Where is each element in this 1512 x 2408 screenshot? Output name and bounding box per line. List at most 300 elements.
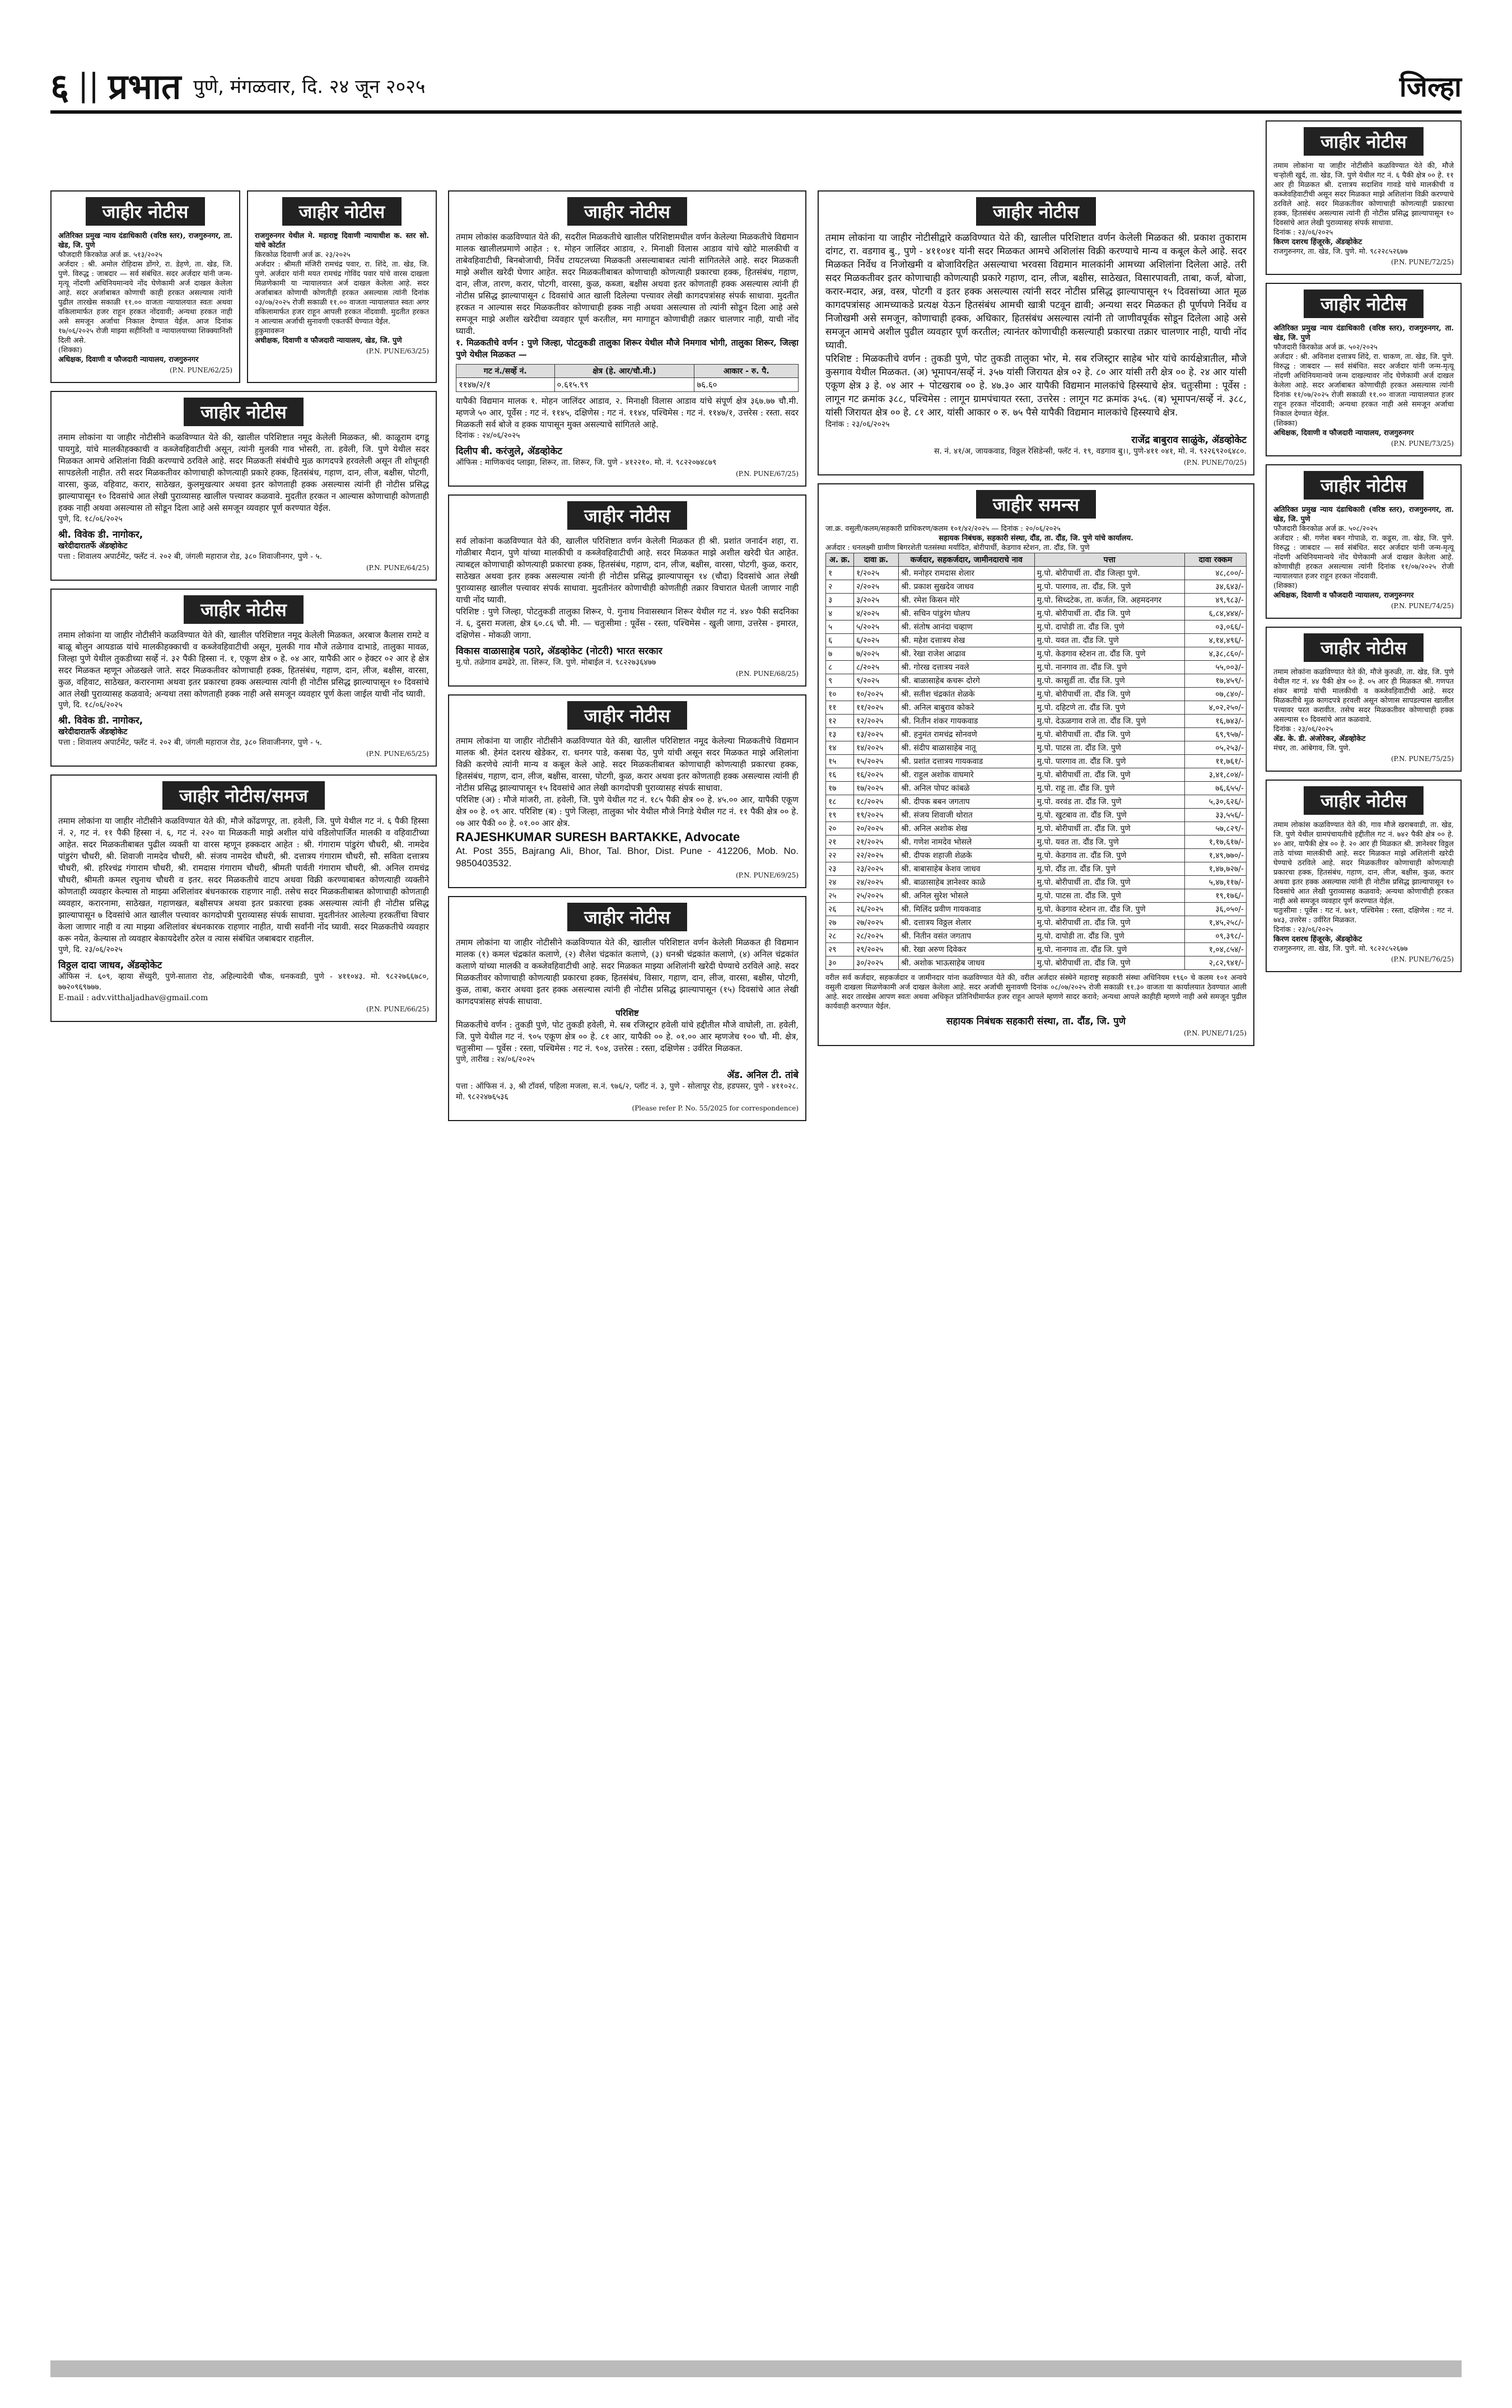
table-row bbox=[826, 956, 1247, 970]
reference-number: (P.N. PUNE/63/25) bbox=[366, 347, 429, 355]
table-cell: ५७,८२९/- bbox=[1185, 822, 1247, 836]
table-cell: ३४,६४३/- bbox=[1185, 580, 1247, 594]
applicant: अर्जदार : धनलक्ष्मी ग्रामीण बिगरशेती पतसंस्था मर्यादित, बोरीपार्धी, केडगाव स्टेशन, ता. दौंड, जि. पुणे bbox=[825, 544, 1090, 552]
address: ऑफिस : माणिकचंद प्लाझा, शिरूर, ता. शिरूर, जि. पुणे - ४१२२१०. मो. नं. ९८२२०७४८७९ bbox=[456, 458, 717, 467]
table-cell: १६ bbox=[826, 768, 854, 782]
notice-n12 bbox=[1266, 120, 1462, 275]
table-cell: २३/२०२५ bbox=[854, 862, 899, 876]
table-cell: ५/२०२५ bbox=[854, 620, 899, 634]
table-cell: ३० bbox=[826, 956, 854, 970]
table-cell: १९,१७६/- bbox=[1185, 889, 1247, 903]
notice-date: पुणे, दि. १८/०६/२०२५ bbox=[58, 515, 123, 524]
header-cell: दावा रक्कम bbox=[1185, 553, 1247, 567]
signatory: श्री. विवेक डी. नागोकर, bbox=[58, 529, 143, 540]
table-row bbox=[826, 943, 1247, 956]
table-cell: मु.पो. बोरीपार्धी ता. दौंड जि. पुणे bbox=[1034, 728, 1184, 741]
notice-n1 bbox=[50, 190, 240, 383]
table-cell: मु.पो. बोरीपार्धी ता. दौंड जि. पुणे bbox=[1034, 688, 1184, 701]
notice-heading: जाहीर नोटीस bbox=[976, 197, 1096, 226]
court-name: अतिरिक्त प्रमुख न्याय दंडाधिकारी (वरिष्ठ स्तर), राजगुरुनगर, ता. खेड, जि. पुणे bbox=[1273, 324, 1454, 342]
table-cell: २,८२,९४१/- bbox=[1185, 956, 1247, 970]
table-cell: २३ bbox=[826, 862, 854, 876]
notice-date: दिनांक : २३/०६/२०२५ bbox=[1273, 926, 1333, 934]
table-cell: १५/२०२५ bbox=[854, 755, 899, 768]
table-cell: १,१७,६१७/- bbox=[1185, 836, 1247, 849]
notice-n9 bbox=[448, 896, 806, 1121]
notice-body: तमाम लोकांना कळविण्यात येते की, मौजे कुरुळी, ता. खेड, जि. पुणे येथील गट नं. ४४ पैकी क्षेत्र ०० हे. ०५ आर ही मिळकत श्री. गणपत शंकर बागडे यांची मालकीची व कब्जेवहिवाटीची आहे. सदर मिळकतीचे मूळ कागदपत्रे हरवली असून कोणास सापडल्यास खालील पत्त्यावर परत करावीत. तसेच सदर मिळकतीवर कोणाचाही हक्क असल्यास १० दिवसांचे आत कळवावे. bbox=[1273, 668, 1454, 724]
column-left bbox=[50, 190, 437, 1030]
table-cell: श्री. अनिल सुरेश भोसले bbox=[899, 889, 1035, 903]
table-row bbox=[826, 755, 1247, 768]
address: At. Post 355, Bajrang Ali, Bhor, Tal. Bhor, Dist. Pune - 412206, Mob. No. 9850403532. bbox=[456, 846, 799, 869]
signatory: अधिक्षक, दिवाणी व फौजदारी न्यायालय, राजगुरुनगर bbox=[1273, 429, 1414, 437]
table-cell: २५ bbox=[826, 889, 854, 903]
notice-heading: जाहीर नोटीस bbox=[567, 701, 687, 730]
table-cell: श्री. रमेश किसन मोरे bbox=[899, 594, 1035, 607]
table-cell: १,४५,२५८/- bbox=[1185, 916, 1247, 930]
table-cell: २४/२०२५ bbox=[854, 876, 899, 889]
table-row bbox=[826, 661, 1247, 674]
signatory: ॲड. अनिल टी. तांबे bbox=[727, 1070, 799, 1081]
table-cell: १२ bbox=[826, 715, 854, 728]
table-cell: १६/२०२५ bbox=[854, 768, 899, 782]
table-cell: मु.पो. पाटस ता. दौंड जि. पुणे bbox=[1034, 889, 1184, 903]
table-cell: ८/२०२५ bbox=[854, 661, 899, 674]
table-cell: २६ bbox=[826, 903, 854, 916]
table-cell: श्री. महेश दत्तात्रय शेख bbox=[899, 634, 1035, 647]
table-cell: २९/२०२५ bbox=[854, 943, 899, 956]
table-cell: २/२०२५ bbox=[854, 580, 899, 594]
schedule-title: परिशिष्ट bbox=[615, 1008, 639, 1018]
masthead bbox=[50, 60, 1462, 114]
table-cell: श्री. बाळासाहेब ज्ञानेश्वर काळे bbox=[899, 876, 1035, 889]
table-cell: मु.पो. बोरीपार्धी ता. दौंड जि. पुणे bbox=[1034, 822, 1184, 836]
notice-heading: जाहीर नोटीस bbox=[1304, 290, 1424, 318]
table-cell: मु.पो. नानगाव ता. दौंड जि. पुणे bbox=[1034, 661, 1184, 674]
notice-body: तमाम लोकांना या जाहीर नोटीसीने कळविण्यात येते की, खालील परिशिष्टात नमूद केलेली मिळकत, अरबाज कैलास रामटे व बाळू बोलुन आयडाळ यांचे मालकीहक्काची व कब्जेवहिवाटीची असून, मुलकी गाव मौजे तळेगाव दाभाडे, तालुका मावळ, जिल्हा पुणे येथील तुकडीच्या सर्व्हे नं. ३२ पैकी हिस्सा नं. १, एकूण क्षेत्र ० हे. ०४ आर, यापैकी आर ० हेक्टर ०२ आर हे क्षेत्र सदर मिळकत म्हणून ओळखले जाते. सदर मिळकतीवर कोणाचाही हक्क, हितसंबंध, गहाण, दान, लीज, बक्षीस, वारसा, कुळ, वहिवाट, साठेखत, करारनामा अथवा इतर प्रकारचा हक्क असल्यास त्यांनी ही नोटीस प्रसिद्ध झाल्यापासून १० दिवसांचे आत लेखी पुराव्यासह कळवावे; अन्यथा तसा कोणताही हक्क नाही असे समजून व्यवहार पूर्ण केला जाईल याची नोंद घ्यावी. bbox=[58, 630, 429, 699]
reference-number: (P.N. PUNE/68/25) bbox=[735, 670, 799, 678]
notice-body: अर्जदार : श्री. गणेश बबन गोपाळे, रा. कडूस, ता. खेड, जि. पुणे. विरुद्ध : जाबदार — सर्व संबंधित. सदर अर्जदार यांनी जन्म-मृत्यू नोंदणी अधिनियमान्वये नोंद घेणेकामी अर्ज दाखल केलेला आहे. कोणाचीही हरकत असल्यास त्यांनी दिनांक ११/०७/२०२५ रोजी न्यायालयात हजर राहून हरकत नोंदवावी. bbox=[1273, 534, 1454, 581]
table-row bbox=[826, 634, 1247, 647]
header-cell: दावा क्र. bbox=[854, 553, 899, 567]
table-cell: मु.पो. पाटस ता. दौंड जि. पुणे bbox=[1034, 741, 1184, 755]
notice-n3 bbox=[50, 391, 437, 581]
table-cell: श्री. बाबासाहेब केशव जाधव bbox=[899, 862, 1035, 876]
table-row bbox=[826, 916, 1247, 930]
notice-date: पुणे, दि. २३/०६/२०२५ bbox=[58, 945, 123, 954]
table-cell: ४,०२,२५०/- bbox=[1185, 701, 1247, 715]
table-cell: मु.पो. बोरीपार्धी ता. दौंड जि. पुणे bbox=[1034, 607, 1184, 620]
table-cell: १०/२०२५ bbox=[854, 688, 899, 701]
table-row bbox=[826, 620, 1247, 634]
table-cell: १९ bbox=[826, 809, 854, 822]
bottom-bar bbox=[50, 2360, 1462, 2377]
table-cell: ०.६१५.९९ bbox=[554, 378, 694, 392]
table-cell: श्री. रेखा राजेश आढाव bbox=[899, 647, 1035, 661]
newspaper-name: प्रभात bbox=[108, 66, 181, 107]
table-cell: ५ bbox=[826, 620, 854, 634]
table-cell: श्री. सतीश चंद्रकांत शेळके bbox=[899, 688, 1035, 701]
summons-meta: जा.क्र. वसुली/कलम/सहकारी प्राधिकरण/कलम १०१/४२/२०२५ — दिनांक : २०/०६/२०२५ bbox=[825, 525, 1061, 533]
table-cell: श्री. दीपक शहाजी शेळके bbox=[899, 849, 1035, 862]
column-center-right bbox=[818, 190, 1254, 1054]
table-cell: श्री. दीपक बबन जगताप bbox=[899, 795, 1035, 809]
table-row bbox=[826, 862, 1247, 876]
table-cell: १६,७४३/- bbox=[1185, 715, 1247, 728]
table-cell: ६ bbox=[826, 634, 854, 647]
summons-table-header bbox=[826, 553, 1247, 567]
table-cell: मु.पो. दापोडी ता. दौंड जि. पुणे bbox=[1034, 620, 1184, 634]
reference-number: (P.N. PUNE/71/25) bbox=[1183, 1029, 1247, 1037]
notice-heading: जाहीर नोटीस bbox=[184, 398, 304, 426]
signatory-role: खरेदीदारातर्फे ॲडव्होकेट bbox=[58, 542, 128, 550]
notice-body: अर्जदार : श्री. अमोल रोहिदास डोंगरे, रा. डेहणे, ता. खेड, जि. पुणे. विरुद्ध : जाबदार — सर्व संबंधित. सदर अर्जदार यांनी जन्म-मृत्यू नोंदणी अधिनियमान्वये नोंद घेणेकामी अर्ज दाखल केलेला आहे. सदर अर्जाबाबत कोणाची काही हरकत असल्यास त्यांनी पुढील तारखेस सकाळी ११.०० वाजता न्यायालयात स्वतः अथवा वकिलामार्फत हजर राहून हरकत नोंदवावी; अन्यथा हरकत नाही असे समजून अर्जाचा निकाल देण्यात येईल. आज दिनांक १७/०६/२०२५ रोजी माझ्या सहीनिशी व न्यायालयाच्या शिक्क्यानिशी दिली असे. bbox=[58, 260, 232, 345]
table-cell: ०७,८४०/- bbox=[1185, 688, 1247, 701]
signatory: सहायक निबंधक सहकारी संस्था, ता. दौंड, जि. पुणे bbox=[946, 1016, 1126, 1027]
table-cell: १ bbox=[826, 567, 854, 580]
notice-n13 bbox=[1266, 283, 1462, 456]
header-cell: अ. क्र. bbox=[826, 553, 854, 567]
table-cell: ६९,९५७/- bbox=[1185, 728, 1247, 741]
table-cell: मु.पो. सिध्दटेक, ता. कर्जत, जि. अहमदनगर bbox=[1034, 594, 1184, 607]
table-row bbox=[826, 741, 1247, 755]
table-row bbox=[826, 607, 1247, 620]
table-row bbox=[826, 782, 1247, 795]
notice-heading: जाहीर नोटीस bbox=[86, 197, 206, 226]
table-cell: ३ bbox=[826, 594, 854, 607]
address: राजगुरुनगर, ता. खेड, जि. पुणे. मो. ९८२२८५२६७७ bbox=[1273, 945, 1408, 953]
notice-heading: जाहीर नोटीस bbox=[567, 903, 687, 931]
seal-label: हुकुमावरून bbox=[255, 327, 284, 335]
table-cell: मु.पो. दौंड ता. दौंड जि. पुणे bbox=[1034, 862, 1184, 876]
header-cell: आकार - रु. पै. bbox=[694, 365, 799, 378]
table-cell: २७/२०२५ bbox=[854, 916, 899, 930]
table-row bbox=[826, 795, 1247, 809]
table-cell: २०/२०२५ bbox=[854, 822, 899, 836]
table-row bbox=[826, 822, 1247, 836]
signatory-role: खरेदीदारातर्फे ॲडव्होकेट bbox=[58, 727, 128, 736]
table-cell: १७/२०२५ bbox=[854, 782, 899, 795]
table-cell: ४९,९८३/- bbox=[1185, 594, 1247, 607]
court-name: अतिरिक्त प्रमुख न्याय दंडाधिकारी (वरिष्ठ स्तर), राजगुरुनगर, ता. खेड, जि. पुणे bbox=[58, 232, 232, 250]
table-cell: श्री. गोरख दत्तात्रय नवले bbox=[899, 661, 1035, 674]
table-cell: श्री. रेखा अरुण दिवेकर bbox=[899, 943, 1035, 956]
table-cell: ११ bbox=[826, 701, 854, 715]
table-cell: ३,४१,८०४/- bbox=[1185, 768, 1247, 782]
reference-number: (P.N. PUNE/62/25) bbox=[169, 366, 232, 374]
notice-date: दिनांक : २४/०६/२०२५ bbox=[456, 431, 520, 440]
table-cell: श्री. हनुमंत रामचंद्र सोनवणे bbox=[899, 728, 1035, 741]
notice-date: दिनांक : २३/०६/२०२५ bbox=[825, 420, 890, 429]
table-row bbox=[826, 728, 1247, 741]
reference-number: (Please refer P. No. 55/2025 for correspondence) bbox=[632, 1104, 799, 1112]
notice-date: पुणे, दि. १८/०६/२०२५ bbox=[58, 701, 123, 710]
header-cell: पत्ता bbox=[1034, 553, 1184, 567]
court-name: अतिरिक्त प्रमुख न्याय दंडाधिकारी (वरिष्ठ स्तर), राजगुरुनगर, ता. खेड, जि. पुणे bbox=[1273, 506, 1454, 524]
table-cell: ४,१४,४९६/- bbox=[1185, 634, 1247, 647]
table-row bbox=[826, 836, 1247, 849]
court-name: राजगुरुनगर येथील मे. महाराष्ट्र दिवाणी न्यायाधीश क. स्तर सो. यांचे कोर्टात bbox=[255, 232, 429, 250]
table-cell: ०३,०६६/- bbox=[1185, 620, 1247, 634]
table-cell: ७/२०२५ bbox=[854, 647, 899, 661]
notice-body: अर्जदार : श्रीमती मंजिरी रामचंद्र पवार, रा. शिंदे, ता. खेड, जि. पुणे. अर्जदार यांनी मयत रामचंद्र गोविंद पवार यांचे वारस दाखला मिळणेकामी या न्यायालयात अर्ज दाखल केलेला आहे. सदर अर्जाबाबत कोणाची कोणतीही हरकत असल्यास त्यांनी दिनांक ०३/०७/२०२५ रोजी सकाळी ११.०० वाजता न्यायालयात स्वतः अगर वकिलामार्फत हजर राहून आपली हरकत नोंदवावी. मुदतीत हरकत न आल्यास अर्जाची सुनावणी एकतर्फी घेण्यात येईल. bbox=[255, 260, 429, 326]
table-row bbox=[826, 647, 1247, 661]
table-cell: ८ bbox=[826, 661, 854, 674]
issue-date: पुणे, मंगळवार, दि. २४ जून २०२५ bbox=[193, 75, 426, 98]
table-row bbox=[826, 876, 1247, 889]
table-cell: १८/२०२५ bbox=[854, 795, 899, 809]
reference-number: (P.N. PUNE/76/25) bbox=[1390, 955, 1454, 963]
separator: || bbox=[78, 67, 100, 104]
table-cell: श्री. बाळासाहेब कचरू दोरगे bbox=[899, 674, 1035, 688]
notice-n5 bbox=[50, 774, 437, 1022]
table-cell: ७६.६० bbox=[694, 378, 799, 392]
schedule-text: चतुःसीमा : पूर्वेस : गट नं. ७४१, पश्चिमेस : रस्ता, दक्षिणेस : गट नं. ७४३, उत्तरेस : उर्वरित मिळकत. bbox=[1273, 907, 1454, 925]
table-row bbox=[456, 378, 799, 392]
signatory: अधीक्षक, दिवाणी व फौजदारी न्यायालय, खेड, जि. पुणे bbox=[255, 337, 402, 345]
address: पत्ता : ऑफिस नं. ३, श्री टॉवर्स, पहिला मजला, स.नं. ९७६/२, प्लॉट नं. ३, पुणे - सोलापूर रोड, हडपसर, पुणे - ४११०२८. मो. ९८२२४७६५३६ bbox=[456, 1082, 799, 1102]
header-cell: कर्जदार, सहकर्जदार, जामीनदाराचे नाव bbox=[899, 553, 1035, 567]
table-row bbox=[826, 594, 1247, 607]
signatory: विठ्ठल दादा जाधव, ॲडव्होकेट bbox=[58, 960, 162, 971]
table-cell: श्री. मिलिंद प्रवीण गायकवाड bbox=[899, 903, 1035, 916]
notice-n14 bbox=[1266, 464, 1462, 619]
notice-body: सर्व लोकांना कळविण्यात येते की, खालील परिशिष्टात वर्णन केलेली मिळकत ही श्री. प्रशांत जनार्दन शहा, रा. गोळीबार मैदान, पुणे यांच्या मालकीची व कब्जेवहिवाटीची आहे. सदर मिळकत माझे अशील खरेदी घेत आहेत. त्याबद्दल कोणाचाही कोणत्याही प्रकारचा हक्क, हितसंबंध, गहाण, दान, लीज, बक्षीस, वारसा, पोटगी, कुळ, करार, साठेखत अथवा इतर हक्क असल्यास त्यांनी ही नोटीस प्रसिद्ध झाल्यापासून १४ (चौदा) दिवसांचे आत लेखी पुराव्यासह खालील पत्त्यावर संपर्क साधावा. मुदतीनंतर कोणाचीही कोणतीही तक्रार विचारात घेतली जाणार नाही याची नोंद घ्यावी. bbox=[456, 536, 799, 605]
table-cell: श्री. संदीप बाळासाहेब नातू bbox=[899, 741, 1035, 755]
table-cell: मु.पो. राहू ता. दौंड जि. पुणे bbox=[1034, 782, 1184, 795]
address: स. नं. ४१/अ, जायकवाड, विठ्ठल रेसिडेन्सी, फ्लॅट नं. १९, वडगाव बु।।, पुणे-४११ ०४१, मो. नं. ९२२६९२०६४८०. bbox=[934, 447, 1247, 456]
address: मंचर, ता. आंबेगाव, जि. पुणे. bbox=[1273, 744, 1351, 753]
address: पत्ता : शिवालय अपार्टमेंट, फ्लॅट नं. २०२ बी, जंगली महाराज रोड, ३८० शिवाजीनगर, पुणे - ५. bbox=[58, 552, 323, 561]
table-cell: २१/२०२५ bbox=[854, 836, 899, 849]
table-cell: ११/२०२५ bbox=[854, 701, 899, 715]
table-cell: १७,४५९/- bbox=[1185, 674, 1247, 688]
table-cell: ३३,५५६/- bbox=[1185, 809, 1247, 822]
table-cell: २१ bbox=[826, 836, 854, 849]
notice-body: तमाम लोकांना या जाहीर नोटीसीने कळविण्यात येते की, मौजे चऱ्होली खुर्द, ता. खेड, जि. पुणे येथील गट नं. ६ पैकी क्षेत्र ०० हे. ११ आर ही मिळकत श्री. दत्तात्रय सदाशिव गावडे यांचे मालकीची व कब्जेवहिवाटीची असून सदर मिळकत माझे अशिलांना विक्री करण्याचे ठरविले आहे. सदर मिळकतीवर कोणाचाही कोणत्याही प्रकारचा हक्क, हितसंबंध असल्यास त्यांनी ही नोटीस प्रसिद्ध झाल्यापासून १० दिवसांचे आत लेखी पुराव्यासह संपर्क साधावा. bbox=[1273, 162, 1454, 227]
notice-body: तमाम लोकांस कळविण्यात येते की, गाव मौजे खराबवाडी, ता. खेड, जि. पुणे येथील ग्रामपंचायतीचे हद्दीतील गट नं. ७४२ पैकी क्षेत्र ०० हे. ४० आर, यापैकी क्षेत्र ०० हे. २० आर ही मिळकत श्री. ज्ञानेश्वर विठ्ठल ताठे यांच्या मालकीची आहे. सदर मिळकत माझे अशिलांनी खरेदी घेण्याचे ठरविले आहे. सदर मिळकतीवर कोणाचाही कोणत्याही प्रकारचा हक्क, हितसंबंध, गहाण, दान, लीज, बक्षीस, कुळ, करार अथवा इतर हक्क असल्यास त्यांनी ही नोटीस प्रसिद्ध झाल्यापासून १० दिवसांचे आत लेखी पुराव्यासह कळवावे; अन्यथा कोणाचीही हरकत नाही असे समजून व्यवहार पूर्ण करण्यात येईल. bbox=[1273, 821, 1454, 906]
table-cell: मु.पो. दहिटणे ता. दौंड जि. पुणे bbox=[1034, 701, 1184, 715]
table-cell: १८ bbox=[826, 795, 854, 809]
table-cell: २६/२०२५ bbox=[854, 903, 899, 916]
column-center-left bbox=[448, 190, 806, 1129]
signatory: ॲड. के. डी. अंजोरेकर, ॲडव्होकेट bbox=[1273, 735, 1366, 743]
table-cell: मु.पो. कासुर्डी ता. दौंड जि. पुणे bbox=[1034, 674, 1184, 688]
reference-number: (P.N. PUNE/72/25) bbox=[1390, 258, 1454, 266]
table-cell: १४ bbox=[826, 741, 854, 755]
table-cell: ९ bbox=[826, 674, 854, 688]
column-right bbox=[1266, 120, 1462, 980]
notice-body: तमाम लोकांना या जाहीर नोटीसीने कळविण्यात येते की, खालील परिशिष्टात नमूद केलेल्या मिळकतीचे विद्यमान मालक श्री. हेमंत दशरथ खेडेकर, रा. धनगर पाडे, कसबा पेठ, पुणे यांची असून सदर मिळकत माझे अशिलांना विक्री करणेचे त्यांनी मान्य व कबूल केले आहे. सदर मिळकतीबाबत कोणाचाही कोणत्याही प्रकारचा हक्क, हितसंबंध, गहाण, दान, लीज, बक्षीस, वारसा, पोटगी, कुळ, करार अथवा इतर कोणताही हक्क असल्यास त्यांनी ही नोटीस प्रसिद्ध झाल्यापासून १५ दिवसांचे आत लेखी कागदोपत्री पुराव्यासह संपर्क साधावा. bbox=[456, 736, 799, 793]
case-number: फौजदारी किरकोळ अर्ज क्र. ५१३/२०२५ bbox=[58, 251, 162, 259]
table-cell: १,०४,८५४/- bbox=[1185, 943, 1247, 956]
notice-date: दिनांक : २३/०६/२०२५ bbox=[1273, 228, 1333, 237]
schedule-text: १. मिळकतीचे वर्णन : पुणे जिल्हा, पोटतुकडी तालुका शिरूर येथील मौजे निमगाव भोगी, तालुका शिरूर, जिल्हा पुणे येथील मिळकत — bbox=[456, 338, 799, 360]
table-cell: २२/२०२५ bbox=[854, 849, 899, 862]
table-cell: मु.पो. केडगाव स्टेशन ता. दौंड जि. पुणे bbox=[1034, 647, 1184, 661]
table-cell: १/२०२५ bbox=[854, 567, 899, 580]
table-cell: १९/२०२५ bbox=[854, 809, 899, 822]
table-cell: मु.पो. बोरीपार्धी ता. दौंड जि. पुणे bbox=[1034, 956, 1184, 970]
notice-body: तमाम लोकांना या जाहीर नोटीसीने कळविण्यात येते की, खालील परिशिष्टात नमूद केलेली मिळकत, श्री. काळूराम दगडू पायगुडे, यांचे मालकीहक्काची व कब्जेवहिवाटीची असून, त्यांनी मुलकी गाव भोसरी, ता. हवेली, जि. पुणे येथील सदर मिळकत आमचे अशिलांना विक्री करण्याचे ठरविले आहे. सदर मिळकती संबंधीचे मुळ कागदपत्रे हरवलेली असून ती शोधूनही सापडलेली नाहीत. तरी सदर मिळकतीवर कोणाचाही कोणत्याही प्रकारे हक्क, हितसंबंध, गहाण, दान, लीज, बक्षीस, पोटगी, वारसा, कुळ, वहिवाट, करार, साठेखत, कुलमुखत्यार अथवा इतर कोणताही हक्क असल्यास त्यांनी ही नोटीस प्रसिद्ध झाल्यापासून १० दिवसांचे आत लेखी पुराव्यासह खालील पत्त्यावर कळवावे. मुदतीत हरकत न आल्यास कोणाचाही कोणताही हक्क नाही अथवा असल्यास तो सोडून दिला आहे असे समजून व्यवहार पूर्ण करण्यात येईल. bbox=[58, 432, 429, 513]
table-cell: ०९,३९८/- bbox=[1185, 930, 1247, 943]
table-cell: मु.पो. बोरीपार्धी ता. दौंड जि. पुणे bbox=[1034, 916, 1184, 930]
notice-n15 bbox=[1266, 627, 1462, 772]
table-cell: मु.पो. खुटबाव ता. दौंड जि. पुणे bbox=[1034, 809, 1184, 822]
table-cell: श्री. नितीन शंकर गायकवाड bbox=[899, 715, 1035, 728]
notice-heading: जाहीर नोटीस bbox=[1304, 633, 1424, 662]
table-cell: २७ bbox=[826, 916, 854, 930]
notice-date: दिनांक : २३/०६/२०२५ bbox=[1273, 725, 1333, 734]
address: ऑफिस नं. ६०९, व्हाया सेंच्युरी, पुणे-सातारा रोड, अहिल्यादेवी चौक, धनकवडी, पुणे - ४११०४३. मो. ९८२२७६६७८०, ७७२०९६९७७७. bbox=[58, 972, 429, 992]
signatory: दिलीप बी. करंजुले, ॲडव्होकेट bbox=[456, 446, 562, 457]
table-cell: ७६,६५५/- bbox=[1185, 782, 1247, 795]
signatory: किरण दशरथ हिंजूरके, ॲडव्होकेट bbox=[1273, 935, 1362, 944]
table-row bbox=[826, 889, 1247, 903]
notice-body: तमाम लोकांना या जाहीर नोटीसीने कळविण्यात येते की, खालील परिशिष्टात वर्णन केलेली मिळकत ही विद्यमान मालक (१) कमल चंद्रकांत कलाणे, (२) शैलेश चंद्रकांत कलाणे, (३) धनश्री चंद्रकांत कलाणे, (४) अनिल चंद्रकांत कलाणे यांच्या मालकी व कब्जेवहिवाटीची आहे. सदर मिळकत माझ्या अशिलांनी खरेदी घेण्याचे ठरविले आहे. सदर मिळकतीवर कोणाचाही कोणत्याही प्रकारचा हक्क, हितसंबंध, विसार, गहाण, दान, लीज, वारसा, बक्षीस, पोटगी, कुळ, ताबा, करार अथवा इतर हक्क असल्यास त्यांनी ही नोटीस प्रसिद्ध झाल्यापासून (१५) दिवसांचे आत लेखी कागदपत्रांसह संपर्क साधावा. bbox=[456, 937, 799, 1006]
table-row bbox=[826, 688, 1247, 701]
table-cell: २९ bbox=[826, 943, 854, 956]
reference-number: (P.N. PUNE/74/25) bbox=[1390, 602, 1454, 610]
table-cell: मु.पो. बोरीपार्धी ता. दौंड जि. पुणे bbox=[1034, 876, 1184, 889]
table-row bbox=[826, 580, 1247, 594]
table-cell: १७ bbox=[826, 782, 854, 795]
signatory: किरण दशरथ हिंजूरके, ॲडव्होकेट bbox=[1273, 238, 1362, 246]
notice-heading: जाहीर समन्स bbox=[976, 490, 1096, 519]
table-cell: श्री. अशोक भाऊसाहेब जाधव bbox=[899, 956, 1035, 970]
notice-date: पुणे, तारीख : २४/०६/२०२५ bbox=[456, 1055, 535, 1064]
reference-number: (P.N. PUNE/65/25) bbox=[366, 750, 429, 758]
table-row bbox=[826, 809, 1247, 822]
table-cell: श्री. सचिन पांडुरंग घोलप bbox=[899, 607, 1035, 620]
signatory: विकास वाळासाहेब पठारे, ॲडव्होकेट (नोटरी) भारत सरकार bbox=[456, 646, 662, 657]
table-cell: ३६,०५०/- bbox=[1185, 903, 1247, 916]
notice-n11 bbox=[818, 483, 1254, 1046]
table-cell: २८/२०२५ bbox=[854, 930, 899, 943]
table-cell: ९/२०२५ bbox=[854, 674, 899, 688]
table-cell: मु.पो. दापोडी ता. दौंड जि. पुणे bbox=[1034, 930, 1184, 943]
signatory: RAJESHKUMAR SURESH BARTAKKE, Advocate bbox=[456, 830, 740, 844]
notice-body: तमाम लोकांना या जाहीर नोटीसीने कळविण्यात येते की, मौजे कोंढणपूर, ता. हवेली, जि. पुणे येथील गट नं. ६ पैकी हिस्सा नं. २, गट नं. ११ पैकी हिस्सा नं. ६, गट नं. २२० या मिळकती माझे अशील यांचे वडिलोपार्जित मालकी व वहिवाटीच्या आहेत. सदर मिळकतीबाबत पुढील व्यक्ती या वारस म्हणून हक्कदार आहेत : श्री. गंगाराम पांडुरंग चौधरी, श्री. नामदेव पांडुरंग चौधरी, श्री. शिवाजी नामदेव चौधरी, श्री. संजय नामदेव चौधरी, श्री. दत्तात्रय गंगाराम चौधरी, सौ. सविता दत्तात्रय चौधरी, श्री. हरिश्चंद्र गंगाराम चौधरी, श्री. रामदास गंगाराम चौधरी, श्रीमती पार्वती गंगाराम चौधरी, श्री. अनिल रामचंद्र चौधरी, श्रीमती कमल रघुनाथ चौधरी व इतर. सदर मिळकतीचे वाटप अथवा विक्री करण्याबाबत कोणत्याही व्यक्तीने कोणताही व्यवहार केल्यास तो माझ्या अशिलांवर बंधनकारक राहणार नाही. तसेच सदर मिळकतीबाबत कोणाचाही कोणताही व्यवहार, करारनामा, साठेखत, गहाणखत, बक्षीसपत्र अथवा इतर प्रकारचा हक्क असल्यास त्यांनी ही नोटीस प्रसिद्ध झाल्यापासून ७ दिवसांचे आत खालील पत्त्यावर कागदोपत्री पुराव्यासह संपर्क साधावा. मुदतीनंतर आलेल्या हरकतींचा विचार केला जाणार नाही व त्या माझ्या अशिलांवर बंधनकारक राहणार नाहीत, याची सर्वांनी नोंद घ्यावी. सदर मिळकतीचे व्यवहार करू नयेत, केल्यास तो व्यवहार बेकायदेशीर ठरेल व त्यास संबंधित जबाबदार राहतील. bbox=[58, 816, 429, 944]
table-row bbox=[826, 567, 1247, 580]
notice-heading: जाहीर नोटीस bbox=[184, 595, 304, 624]
land-table-header bbox=[456, 365, 799, 378]
reference-number: (P.N. PUNE/69/25) bbox=[735, 871, 799, 879]
table-cell: मु.पो. पारगाव ता. दौंड जि. पुणे bbox=[1034, 755, 1184, 768]
table-cell: १० bbox=[826, 688, 854, 701]
table-cell: २४ bbox=[826, 876, 854, 889]
table-cell: ६,८४,४४४/- bbox=[1185, 607, 1247, 620]
notice-n10 bbox=[818, 190, 1254, 475]
table-cell: श्री. अनिल बाबुराव कोकरे bbox=[899, 701, 1035, 715]
reference-number: (P.N. PUNE/64/25) bbox=[366, 564, 429, 572]
table-cell: १४/२०२५ bbox=[854, 741, 899, 755]
signatory: श्री. विवेक डी. नागोकर, bbox=[58, 715, 143, 726]
table-cell: श्री. संतोष आनंदा चव्हाण bbox=[899, 620, 1035, 634]
email: E-mail : adv.vitthaljadhav@gmail.com bbox=[58, 993, 208, 1002]
table-cell: मु.पो. पारगाव, ता. दौंड, जि. पुणे bbox=[1034, 580, 1184, 594]
table-cell: १२/२०२५ bbox=[854, 715, 899, 728]
table-cell: ४८,८००/- bbox=[1185, 567, 1247, 580]
summons-footer: वरील सर्व कर्जदार, सहकर्जदार व जामीनदार यांना कळविण्यात येते की, वरील अर्जदार संस्थेने महाराष्ट्र सहकारी संस्था अधिनियम १९६० चे कलम १०१ अन्वये वसुली दाखला मिळणेकामी अर्ज दाखल केलेला आहे. सदर अर्जाची सुनावणी दिनांक ०८/०७/२०२५ रोजी सकाळी ११.३० वाजता या कार्यालयात ठेवण्यात आली आहे. सदर तारखेस आपण स्वतः अथवा अधिकृत प्रतिनिधीमार्फत हजर राहून आपले म्हणणे सादर करावे; अन्यथा आपले काहीही म्हणणे नाही असे समजून पुढील कार्यवाही करण्यात येईल. bbox=[825, 974, 1247, 1011]
table-cell: ५,४७,११७/- bbox=[1185, 876, 1247, 889]
address: राजगुरुनगर, ता. खेड, जि. पुणे. मो. ९८२२८५२६७७ bbox=[1273, 248, 1408, 256]
seal-label: (शिक्का) bbox=[1273, 582, 1298, 590]
table-cell: २ bbox=[826, 580, 854, 594]
table-cell: ४/२०२५ bbox=[854, 607, 899, 620]
reference-number: (P.N. PUNE/67/25) bbox=[735, 470, 799, 478]
notice-heading: जाहीर नोटीस bbox=[282, 197, 402, 226]
notice-heading: जाहीर नोटीस bbox=[567, 501, 687, 530]
notice-heading: जाहीर नोटीस/समज bbox=[162, 781, 325, 810]
schedule-text: परिशिष्ट (अ) : मौजे मांजरी, ता. हवेली, जि. पुणे येथील गट नं. १८५ पैकी क्षेत्र ०० हे. ४५.०० आर, यापैकी एकूण क्षेत्र ०० हे. ०९ आर. परिशिष्ट (ब) : पुणे जिल्हा, तालुका भोर येथील मौजे निगडे येथील गट नं. ११ पैकी क्षेत्र ०० हे. ०७ आर पैकी ०० हे. ०१.०० आर क्षेत्र. bbox=[456, 795, 799, 828]
table-cell: श्री. राहुल अशोक वाघमारे bbox=[899, 768, 1035, 782]
summons-table-body bbox=[826, 567, 1247, 970]
schedule-text: परिशिष्ट : पुणे जिल्हा, पोटतुकडी तालुका शिरूर, पे. गुनाथ निवासस्थान शिरूर येथील गट नं. ४४० पैकी सदनिका नं. ६, दुसरा मजला, क्षेत्र ६०.८६ चौ. मी. — चतुःसीमा : पूर्वेस - रस्ता, पश्चिमेस - खुली जागा, उत्तरेस - इमारत, दक्षिणेस - मोकळी जागा. bbox=[456, 606, 799, 640]
seal-label: (शिक्का) bbox=[58, 346, 82, 354]
notice-body: तमाम लोकांस कळविण्यात येते की, सदरील मिळकतीचे खालील परिशिष्टामधील वर्णन केलेल्या मिळकतीचे विद्यमान मालक खालीलप्रमाणे आहेत : १. मोहन जालिंदर आडाव, २. मिनाक्षी विलास आडाव यांचे खोटे मालकीची व ताबेवहिवाटीची, बिनबोजाची, निर्वेध टायटलच्या मिळकती असल्याबाबत त्यांनी सांगितलेले आहे. सदर मिळकती माझे अशील खरेदी घेणार आहेत. सदर मिळकतीबाबत कोणाचाही कोणत्याही प्रकारचा हक्क, हितसंबंध, गहाण, दान, लीज, तारण, करार, पोटगी, वारसा, कुळ, कब्जा, बक्षीस अथवा इतर कोणताही हक्क असल्यास त्यांनी ही नोटीस प्रसिद्ध झाल्यापासून ८ दिवसांचे आत खाली दिलेल्या पत्त्यावर लेखी कागदपत्रांसह संपर्क साधावा. मुदतीत हरकत न आल्यास सदर मिळकतीवर कोणाचाही हक्क नाही अथवा असल्यास तो त्यांनी सोडून दिला आहे असे समजून माझे अशील खरेदीचा व्यवहार पूर्ण करतील, मग मागाहून कोणाचीही तक्रार चालणार नाही, याची नोंद घ्यावी. bbox=[456, 232, 799, 336]
signatory: अधिक्षक, दिवाणी व फौजदारी न्यायालय, राजगुरुनगर bbox=[58, 356, 199, 364]
header-cell: क्षेत्र (हे. आर/चौ.मी.) bbox=[554, 365, 694, 378]
table-cell: २२ bbox=[826, 849, 854, 862]
reference-number: (P.N. PUNE/73/25) bbox=[1390, 440, 1454, 447]
table-cell: श्री. प्रशांत दत्तात्रय गायकवाड bbox=[899, 755, 1035, 768]
table-cell: ३०/२०२५ bbox=[854, 956, 899, 970]
notice-n4 bbox=[50, 589, 437, 767]
table-cell: ११४७/२/१ bbox=[456, 378, 555, 392]
small-notices-row bbox=[50, 190, 437, 391]
table-row bbox=[826, 849, 1247, 862]
table-cell: ५,३०,६२६/- bbox=[1185, 795, 1247, 809]
table-cell: श्री. अनिल अशोक शेख bbox=[899, 822, 1035, 836]
notice-heading: जाहीर नोटीस bbox=[1304, 471, 1424, 500]
table-cell: श्री. गणेश नामदेव भोसले bbox=[899, 836, 1035, 849]
table-cell: मु.पो. देऊळगाव राजे ता. दौंड जि. पुणे bbox=[1034, 715, 1184, 728]
summons-table bbox=[825, 553, 1247, 970]
section-name: जिल्हा bbox=[1399, 69, 1462, 103]
table-row bbox=[826, 930, 1247, 943]
table-cell: १,४९,७७०/- bbox=[1185, 849, 1247, 862]
table-cell: मु.पो. बोरीपार्धी ता. दौंड जिल्हा पुणे. bbox=[1034, 567, 1184, 580]
table-row bbox=[826, 674, 1247, 688]
table-cell: श्री. दत्तात्रय विठ्ठल शेलार bbox=[899, 916, 1035, 930]
notice-heading: जाहीर नोटीस bbox=[1304, 127, 1424, 156]
address: मु.पो. तळेगाव ढमढेरे, ता. शिरूर, जि. पुणे. मोबाईल नं. ९८२२७३६४७७ bbox=[456, 658, 656, 667]
table-cell: श्री. मनोहर रामदास शेलार bbox=[899, 567, 1035, 580]
table-cell: मु.पो. केडगाव ता. दौंड जि. पुणे bbox=[1034, 849, 1184, 862]
table-cell: श्री. अनिल पोपट कांबळे bbox=[899, 782, 1035, 795]
table-cell: ०५,२५३/- bbox=[1185, 741, 1247, 755]
case-number: फौजदारी किरकोळ अर्ज क्र. ५०८/२०२५ bbox=[1273, 525, 1378, 533]
table-cell: १३/२०२५ bbox=[854, 728, 899, 741]
table-cell: २५/२०२५ bbox=[854, 889, 899, 903]
reference-number: (P.N. PUNE/66/25) bbox=[366, 1005, 429, 1013]
notice-n2 bbox=[247, 190, 437, 383]
table-row bbox=[826, 715, 1247, 728]
reference-number: (P.N. PUNE/75/25) bbox=[1390, 755, 1454, 763]
schedule-note: यापैकी विद्यमान मालक १. मोहन जालिंदर आडाव, २. मिनाक्षी विलास आडाव यांचे संपूर्ण क्षेत्र ३६७.७७ चौ.मी. म्हणजे ५० आर, पूर्वेस : गट नं. ११४५, दक्षिणेस : गट नं. ११४४, पश्चिमेस : गट नं. ११४७/१, उत्तरेस : रस्ता. सदर मिळकती सर्व बोजे व हक्क यापासून मुक्त असल्याचे सांगितले आहे. bbox=[456, 396, 799, 430]
address: पत्ता : शिवालय अपार्टमेंट, फ्लॅट नं. २०२ बी, जंगली महाराज रोड, ३८० शिवाजीनगर, पुणे - ५. bbox=[58, 738, 323, 747]
case-number: किरकोळ दिवाणी अर्ज क्र. २३/२०२५ bbox=[255, 251, 351, 259]
table-cell: ४ bbox=[826, 607, 854, 620]
table-cell: ७ bbox=[826, 647, 854, 661]
table-cell: मु.पो. नानगाव ता. दौंड जि. पुणे bbox=[1034, 943, 1184, 956]
table-cell: मु.पो. केडगाव स्टेशन ता. दौंड जि. पुणे bbox=[1034, 903, 1184, 916]
schedule-text: मिळकतीचे वर्णन : तुकडी पुणे, पोट तुकडी हवेली, मे. सब रजिस्ट्रार हवेली यांचे हद्दीतील मौजे वाघोली, ता. हवेली, जि. पुणे येथील गट नं. ९०५ एकूण क्षेत्र ०० हे. ८१ आर, यापैकी ०० हे. ०१.०० आर म्हणजेच १०० चौ. मी. क्षेत्र, चतुःसीमा — पूर्वेस : रस्ता, पश्चिमेस : गट नं. ९०४, उत्तरेस : रस्ता, दक्षिणेस : उर्वरित मिळकत. bbox=[456, 1020, 799, 1053]
table-cell: मु.पो. वरवंड ता. दौंड जि. पुणे bbox=[1034, 795, 1184, 809]
table-row bbox=[826, 903, 1247, 916]
table-cell: १,४७,७२७/- bbox=[1185, 862, 1247, 876]
